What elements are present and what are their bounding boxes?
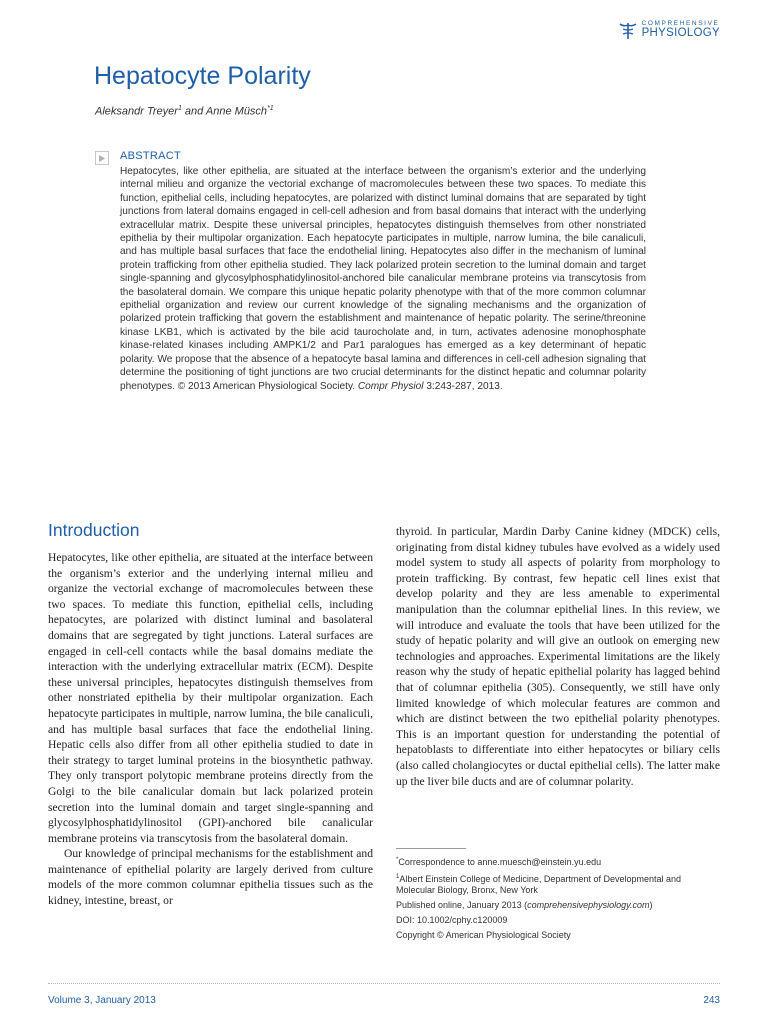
footer-page-number: 243	[703, 995, 720, 1006]
footer-volume: Volume 3, January 2013	[48, 995, 156, 1006]
correspondence-mark: *	[396, 857, 399, 863]
abstract-heading: ABSTRACT	[120, 150, 182, 162]
footnote-copyright: Copyright © American Physiological Society	[396, 930, 571, 940]
footer-divider	[48, 983, 720, 984]
published-site-link[interactable]: comprehensivephysiology.com	[527, 900, 650, 910]
correspondence-text[interactable]: Correspondence to anne.muesch@einstein.yu.edu	[398, 857, 602, 867]
abstract-text	[120, 165, 646, 393]
footnote-affiliation	[396, 872, 720, 896]
footnote-doi: DOI: 10.1002/cphy.c120009	[396, 915, 508, 925]
introduction-heading: Introduction	[48, 520, 140, 540]
published-prefix: Published online, January 2013 (	[396, 900, 528, 910]
logo-line1: COMPREHENSIVE	[641, 20, 720, 27]
author-connector: and	[181, 105, 206, 118]
abstract-citation-journal: Compr Physiol	[357, 380, 424, 392]
author-2: Anne Müsch	[205, 105, 268, 118]
footnote-divider	[396, 848, 466, 849]
abstract-body: Hepatocytes, like other epithelia, are situated at the interface between the organism’s exterior and the underlying internal milieu and organize the vectorial exchange of macromolecules between these two spaces. To mediate this function, epithelial cells, including hepatocytes, are polarized with distinct luminal domains that are separated by tight junctions from lateral domains engaged in cell-cell adhesion and from basal domains that interact with the underlying extracellular matrix. Despite these universal principles, hepatocytes distinguish themselves from other nonstriated epithelia by their multipolar organization. Each hepatocyte participates in multiple, narrow lumina, the bile canaliculi, and has multiple basal surfaces that face the endothelial lining. Hepatocytes also differ in the mechanism of luminal protein trafficking from other epithelia studied. They lack polarized protein secretion to the luminal domain and target single-spanning and glycosylphosphatidylinositol-anchored bile canalicular membrane proteins via transcytosis from the basolateral domain. We compare this unique hepatic polarity phenotype with that of the more common columnar epithelial organization and review our current knowledge of the signaling mechanisms and the organization of polarized protein trafficking that govern the establishment and maintenance of hepatic polarity. The serine/threonine kinase LKB1, which is activated by the bile acid taurocholate and, in turn, activates adenosine monophosphate kinase-related kinases including AMPK1/2 and Par1 paralogues has emerged as a key determinant of hepatic polarity. We propose that the absence of a hepatocyte basal lamina and differences in cell-cell adhesion signaling that determine the positioning of tight junctions are two crucial determinants for the distinct hepatic and columnar polarity phenotypes. © 2013 American Physiological Society.	[120, 166, 646, 392]
intro-paragraph-1: Hepatocytes, like other epithelia, are situated at the interface between the organism’s exterior and the underlying internal milieu and organize the vectorial exchange of macromolecules between these two spaces. To mediate this function, epithelial cells, including hepatocytes, are polarized with distinct luminal and basolateral domains that are segregated by tight junctions. Lateral surfaces are engaged in cell-cell contacts while the basal domains mediate the interaction with the underlying extracellular matrix (ECM). Despite these universal principles, hepatocytes distinguish themselves from other nonstriated epithelia by their multipolar organization. Each hepatocyte participates in multiple, narrow lumina, the bile canaliculi, and has multiple basal surfaces that face the endothelial lining. Hepatic cells also differ from all other epithelia studied to date in their strategy to target luminal proteins in the biosynthetic pathway. They only transport polytopic membrane proteins directly from the Golgi to the bile canalicular domain but lack polarized protein secretion into the luminal domain and target single-spanning and glycosylphosphatidylinositol (GPI)-anchored bile canalicular membrane proteins via transcytosis from the basolateral domain.	[48, 551, 373, 845]
intro-paragraph-3: thyroid. In particular, Mardin Darby Canine kidney (MDCK) cells, originating from distal kidney tubules have evolved as a widely used model system to study all aspects of polarity from morphology to protein trafficking. By contrast, few hepatic cell lines exist that develop polarity and they are less amenable to experimental manipulation than the columnar epithelial lines. In this review, we will introduce and evaluate the tools that have been utilized for the study of hepatic polarity and will give an outlook on emerging new technologies and approaches. Experimental limitations are the likely reason why the study of hepatic epithelial polarity has lagged behind that of columnar epithelia (305). Consequently, we still have only limited knowledge of which molecular features are common and which are distinct between the two epithelial polarity phenotypes. This is an important question for understanding the potential of hepatoblasts to differentiate into either hepatocytes or biliary cells (also called cholangiocytes or ductal epithelial cells). The latter make up the liver bile ducts and are of columnar polarity.	[396, 525, 720, 788]
affiliation-mark: 1	[396, 874, 400, 880]
footnote-published	[396, 900, 720, 911]
affiliation-text: Albert Einstein College of Medicine, Department of Developmental and Molecular Biology, Bronx, New York	[396, 874, 681, 895]
article-title: Hepatocyte Polarity	[94, 62, 311, 90]
author-line	[95, 105, 274, 118]
right-column	[396, 524, 720, 789]
author-1: Aleksandr Treyer	[95, 105, 178, 118]
intro-paragraph-2: Our knowledge of principal mechanisms for the establishment and maintenance of epithelial polarity are largely derived from culture models of the more common columnar epithelia tissues such as the kidney, intestine, breast, or	[48, 847, 373, 908]
play-triangle-icon[interactable]	[95, 151, 109, 165]
journal-logo	[618, 20, 720, 40]
abstract-citation-rest: 3:243-287, 2013.	[423, 380, 503, 392]
logo-line2: PHYSIOLOGY	[641, 26, 720, 39]
left-column	[48, 520, 373, 909]
published-suffix: )	[649, 900, 653, 910]
caduceus-icon	[618, 20, 638, 40]
author-2-mark: *1	[267, 105, 274, 112]
footnote-correspondence	[396, 855, 720, 868]
footnotes	[396, 848, 720, 945]
author-1-mark: 1	[177, 105, 182, 112]
